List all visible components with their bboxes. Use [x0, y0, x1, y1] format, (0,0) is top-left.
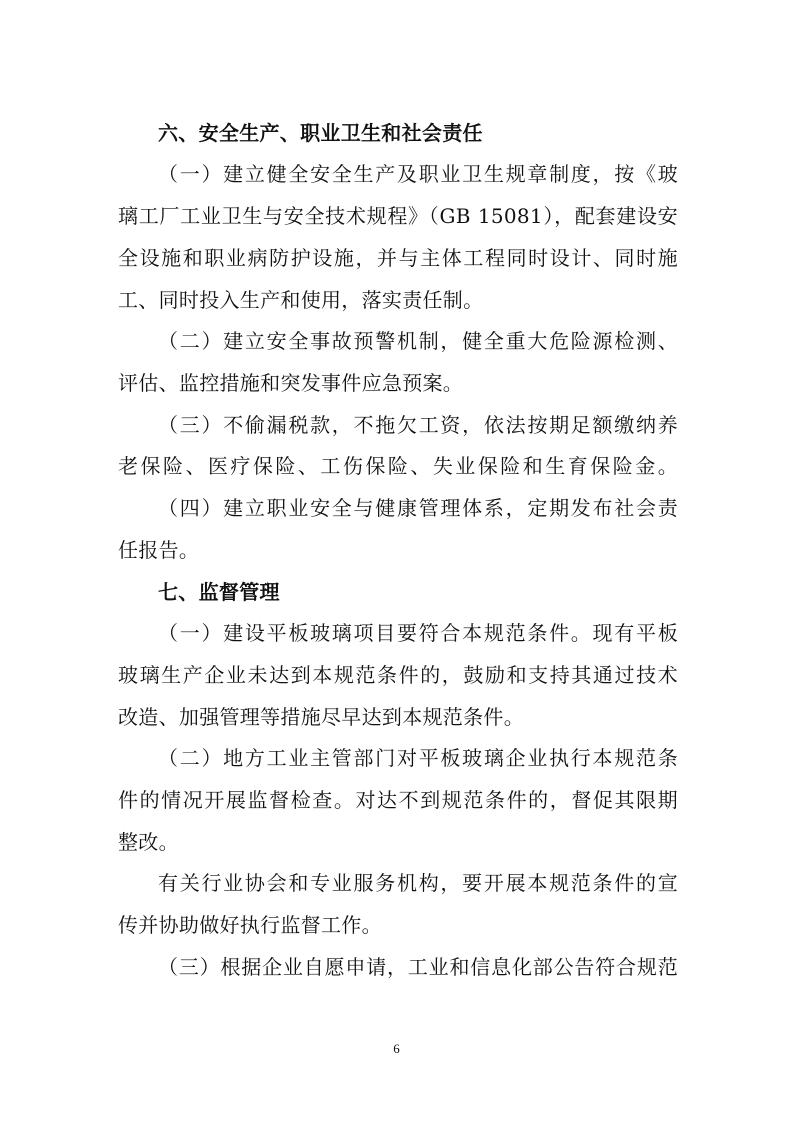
- paragraph-line: 整改。: [118, 830, 179, 854]
- paragraph-line: （一）建立健全安全生产及职业卫生规章制度，按《玻: [158, 162, 678, 186]
- paragraph-line: 任报告。: [118, 538, 200, 562]
- section-heading-7: 七、监督管理: [158, 580, 280, 604]
- page-number: 6: [393, 1041, 400, 1056]
- paragraph-line: 老保险、医疗保险、工伤保险、失业保险和生育保险金。: [118, 454, 678, 478]
- paragraph-line: （二）地方工业主管部门对平板玻璃企业执行本规范条: [158, 746, 678, 770]
- paragraph-line: 件的情况开展监督检查。对达不到规范条件的，督促其限期: [118, 788, 678, 812]
- paragraph-line: （一）建设平板玻璃项目要符合本规范条件。现有平板: [158, 621, 678, 645]
- paragraph-line: 改造、加强管理等措施尽早达到本规范条件。: [118, 705, 524, 729]
- paragraph-line: （三）不偷漏税款，不拖欠工资，依法按期足额缴纳养: [158, 413, 678, 437]
- paragraph-line: （三）根据企业自愿申请，工业和信息化部公告符合规范: [158, 955, 678, 979]
- paragraph-line: 璃工厂工业卫生与安全技术规程》（GB 15081），配套建设安: [118, 204, 678, 228]
- section-heading-6: 六、安全生产、职业卫生和社会责任: [158, 121, 483, 145]
- paragraph-line: （四）建立职业安全与健康管理体系，定期发布社会责: [158, 496, 678, 520]
- paragraph-line: 评估、监控措施和突发事件应急预案。: [118, 371, 464, 395]
- paragraph-line: 玻璃生产企业未达到本规范条件的，鼓励和支持其通过技术: [118, 663, 678, 687]
- paragraph-line: 全设施和职业病防护设施，并与主体工程同时设计、同时施: [118, 246, 678, 270]
- paragraph-line: 工、同时投入生产和使用，落实责任制。: [118, 288, 484, 312]
- paragraph-line: 传并协助做好执行监督工作。: [118, 913, 382, 937]
- paragraph-line: （二）建立安全事故预警机制，健全重大危险源检测、: [158, 329, 678, 353]
- paragraph-line: 有关行业协会和专业服务机构，要开展本规范条件的宣: [158, 871, 678, 895]
